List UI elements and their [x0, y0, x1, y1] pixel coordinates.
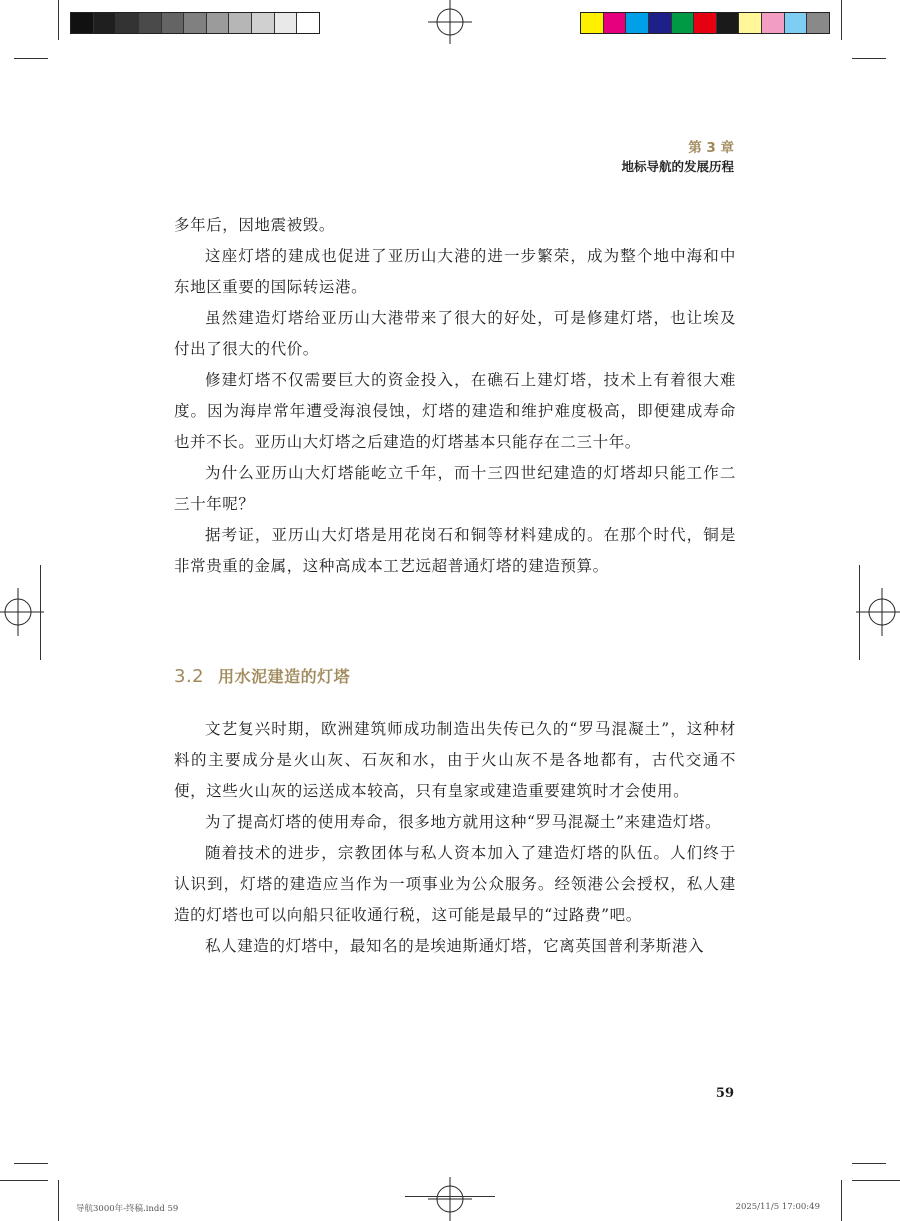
crop-mark-bottom-left: [14, 1163, 48, 1164]
color-swatch: [207, 13, 230, 33]
section-title: 用水泥建造的灯塔: [218, 667, 351, 686]
crop-mark-top-right: [852, 58, 886, 59]
color-swatch: [275, 13, 298, 33]
registration-line-bottom: [405, 1196, 495, 1197]
paragraph: 文艺复兴时期，欧洲建筑师成功制造出失传已久的“罗马混凝土”，这种材料的主要成分是火山灰、石灰和水，由于火山灰不是各地都有，古代交通不便，这些火山灰的运送成本较高，只有皇家或建造重要建筑时才会使用。: [174, 720, 736, 800]
registration-mark-right: [856, 588, 900, 636]
body-text-bottom: [174, 714, 736, 962]
body-text-top: [174, 210, 736, 582]
color-swatch: [252, 13, 275, 33]
chapter-label: 第 3 章: [688, 140, 734, 156]
registration-line-left: [40, 565, 41, 660]
color-swatch: [94, 13, 117, 33]
color-swatch: [581, 13, 604, 33]
color-swatch: [785, 13, 808, 33]
paragraph: 虽然建造灯塔给亚历山大港带来了很大的好处，可是修建灯塔，也让埃及付出了很大的代价。: [174, 309, 736, 358]
paragraph: 为什么亚历山大灯塔能屹立千年，而十三四世纪建造的灯塔却只能工作二三十年呢？: [174, 464, 736, 513]
color-swatch: [694, 13, 717, 33]
paragraph: 为了提高灯塔的使用寿命，很多地方就用这种“罗马混凝土”来建造灯塔。: [205, 813, 722, 831]
crop-mark-bottom-left: [58, 1180, 59, 1221]
crop-mark-bottom-right: [852, 1163, 886, 1164]
paragraph: 随着技术的进步，宗教团体与私人资本加入了建造灯塔的队伍。人们终于认识到，灯塔的建造应当作为一项事业为公众服务。经领港公会授权，私人建造的灯塔也可以向船只征收通行税，这可能是最早的“过路费”吧。: [174, 844, 736, 924]
color-swatch: [116, 13, 139, 33]
registration-mark-top: [428, 0, 472, 44]
color-swatch: [807, 13, 829, 33]
registration-mark-bottom: [428, 1177, 472, 1221]
paragraph: 私人建造的灯塔中，最知名的是埃迪斯通灯塔，它离英国普利茅斯港入: [205, 937, 705, 955]
color-swatch: [297, 13, 319, 33]
process-color-bar: [580, 12, 830, 34]
color-swatch: [604, 13, 627, 33]
crop-mark-bottom-left: [0, 1180, 48, 1181]
slug-file-info: 导航3000年-终稿.indd 59: [76, 1204, 179, 1214]
color-swatch: [672, 13, 695, 33]
slug-timestamp: 2025/11/5 17:00:49: [735, 1202, 820, 1212]
color-swatch: [162, 13, 185, 33]
color-swatch: [626, 13, 649, 33]
crop-mark-top-left: [58, 0, 59, 40]
color-swatch: [739, 13, 762, 33]
color-swatch: [762, 13, 785, 33]
color-swatch: [71, 13, 94, 33]
registration-line-right: [859, 565, 860, 660]
crop-mark-top-right: [841, 0, 842, 40]
registration-mark-left: [0, 588, 44, 636]
paragraph: 据考证，亚历山大灯塔是用花岗石和铜等材料建成的。在那个时代，铜是非常贵重的金属，这种高成本工艺远超普通灯塔的建造预算。: [174, 526, 736, 575]
chapter-title: 地标导航的发展历程: [621, 159, 734, 174]
color-swatch: [717, 13, 740, 33]
page-number: 59: [715, 1086, 734, 1101]
grayscale-color-bar: [70, 12, 320, 34]
color-swatch: [184, 13, 207, 33]
paragraph: 修建灯塔不仅需要巨大的资金投入，在礁石上建灯塔，技术上有着很大难度。因为海岸常年遭受海浪侵蚀，灯塔的建造和维护难度极高，即便建成寿命也并不长。亚历山大灯塔之后建造的灯塔基本只能存在二三十年。: [174, 371, 736, 451]
paragraph: 多年后，因地震被毁。: [174, 216, 336, 234]
paragraph: 这座灯塔的建成也促进了亚历山大港的进一步繁荣，成为整个地中海和中东地区重要的国际转运港。: [174, 247, 736, 296]
color-swatch: [649, 13, 672, 33]
section-heading: [174, 664, 350, 687]
section-number: 3.2: [174, 666, 205, 687]
crop-mark-bottom-right: [852, 1180, 900, 1181]
color-swatch: [139, 13, 162, 33]
crop-mark-top-left: [14, 58, 48, 59]
crop-mark-bottom-right: [841, 1180, 842, 1221]
color-swatch: [229, 13, 252, 33]
